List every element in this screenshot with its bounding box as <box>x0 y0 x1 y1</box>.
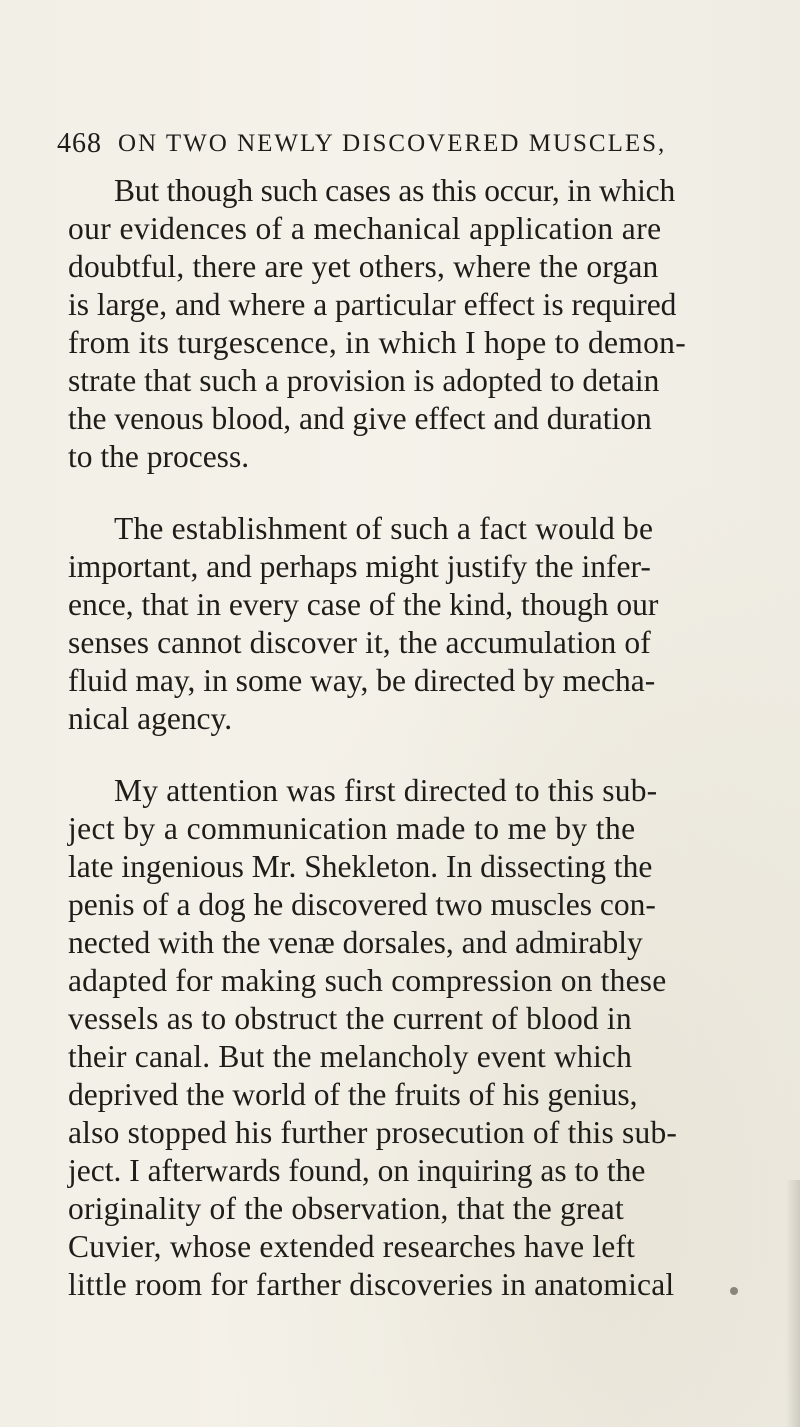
page-number: 468 <box>57 128 102 159</box>
text-line: Cuvier, whose extended researches have left <box>68 1229 636 1264</box>
text-line: ence, that in every case of the kind, though our <box>68 587 659 622</box>
text-line: deprived the world of the fruits of his genius, <box>68 1077 638 1112</box>
text-line: nected with the venæ dorsales, and admirably <box>68 925 643 960</box>
text-line: ject. I afterwards found, on inquiring as to the <box>68 1153 646 1188</box>
ink-speck <box>730 1287 738 1295</box>
running-title: ON TWO NEWLY DISCOVERED MUSCLES, <box>118 130 667 157</box>
text-line: late ingenious Mr. Shekleton. In dissecting the <box>68 849 653 884</box>
text-line: is large, and where a particular effect is required <box>68 287 677 322</box>
text-line: originality of the observation, that the great <box>68 1191 624 1226</box>
text-line: the venous blood, and give effect and duration <box>68 401 652 436</box>
text-line: My attention was first directed to this sub- <box>114 773 658 808</box>
text-line: The establishment of such a fact would be <box>114 511 654 546</box>
text-line: ject by a communication made to me by the <box>68 811 636 846</box>
text-line: their canal. But the melancholy event which <box>68 1039 633 1074</box>
text-line: penis of a dog he discovered two muscles con- <box>68 887 656 922</box>
text-line: our evidences of a mechanical application are <box>68 211 662 246</box>
paragraph-3 <box>68 772 766 1304</box>
text-line: senses cannot discover it, the accumulation of <box>68 625 651 660</box>
text-line: important, and perhaps might justify the infer- <box>68 549 651 584</box>
text-line: from its turgescence, in which I hope to demon- <box>68 325 686 360</box>
paragraph-1 <box>68 172 766 476</box>
text-line: adapted for making such compression on these <box>68 963 667 998</box>
page-header <box>57 128 757 168</box>
text-line: to the process. <box>68 439 250 474</box>
text-line: little room for farther discoveries in anatomical <box>68 1267 675 1302</box>
paragraph-2 <box>68 510 766 738</box>
text-line: doubtful, there are yet others, where the organ <box>68 249 659 284</box>
page-edge-shadow <box>786 1180 800 1427</box>
text-line: nical agency. <box>68 701 233 736</box>
text-line: fluid may, in some way, be directed by mecha- <box>68 663 656 698</box>
text-line: But though such cases as this occur, in which <box>114 173 676 208</box>
text-line: vessels as to obstruct the current of blood in <box>68 1001 632 1036</box>
text-line: also stopped his further prosecution of this sub- <box>68 1115 678 1150</box>
body-text <box>68 172 766 1338</box>
text-line: strate that such a provision is adopted to detain <box>68 363 660 398</box>
